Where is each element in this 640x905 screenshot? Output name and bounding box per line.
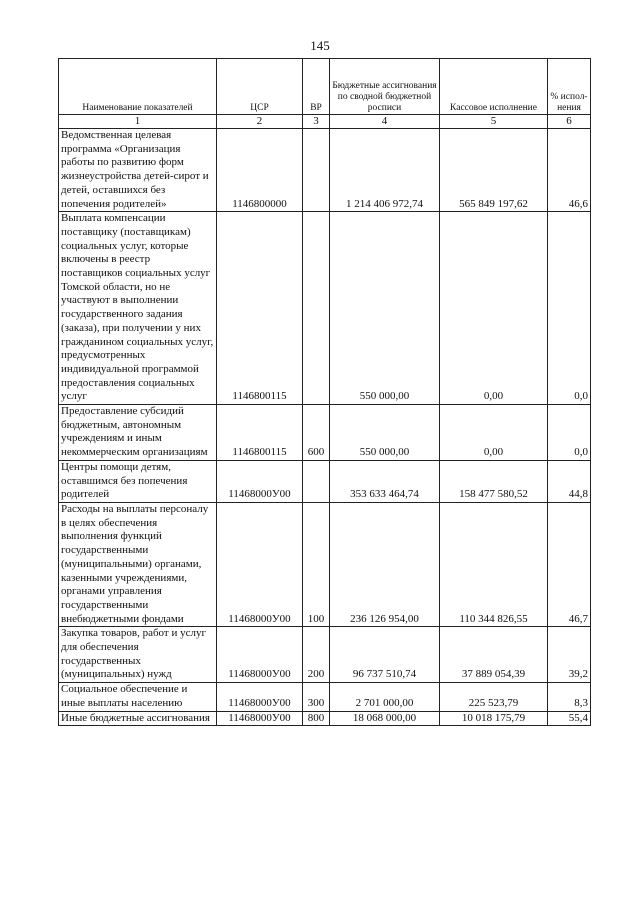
row-vr: 100 [303,502,330,626]
row-percent: 8,3 [548,683,591,711]
row-vr: 600 [303,405,330,461]
column-number-row [59,115,591,129]
row-vr: 300 [303,683,330,711]
table-row [59,212,591,405]
header-percent: % испол-нения [548,59,591,115]
row-vr: 800 [303,711,330,726]
header-vr: ВР [303,59,330,115]
table-row [59,683,591,711]
row-assigned: 353 633 464,74 [330,460,440,502]
row-csr: 11468000У00 [217,711,303,726]
row-csr: 1146800115 [217,212,303,405]
row-assigned: 96 737 510,74 [330,627,440,683]
column-number: 1 [59,115,217,129]
row-percent: 44,8 [548,460,591,502]
row-assigned: 2 701 000,00 [330,683,440,711]
row-name: Социальное обеспечение и иные выплаты населению [59,683,217,711]
row-executed: 0,00 [440,405,548,461]
row-executed: 158 477 580,52 [440,460,548,502]
row-percent: 46,6 [548,129,591,212]
table-row [59,627,591,683]
row-assigned: 550 000,00 [330,405,440,461]
row-csr: 11468000У00 [217,683,303,711]
row-executed: 0,00 [440,212,548,405]
column-number: 5 [440,115,548,129]
row-csr: 11468000У00 [217,460,303,502]
table-row [59,711,591,726]
header-csr: ЦСР [217,59,303,115]
row-name: Закупка товаров, работ и услуг для обеспечения государственных (муниципальных) нужд [59,627,217,683]
row-name: Ведомственная целевая программа «Организация работы по развитию форм жизнеустройства детей-сирот и детей, оставшихся без попечения родителей» [59,129,217,212]
row-assigned: 18 068 000,00 [330,711,440,726]
header-assigned: Бюджетные ассигнования по сводной бюджетной росписи [330,59,440,115]
column-number: 2 [217,115,303,129]
header-name: Наименование показателей [59,59,217,115]
row-name: Центры помощи детям, оставшимся без попечения родителей [59,460,217,502]
row-assigned: 550 000,00 [330,212,440,405]
row-assigned: 1 214 406 972,74 [330,129,440,212]
row-vr: 200 [303,627,330,683]
page-number: 145 [310,38,330,53]
row-percent: 0,0 [548,212,591,405]
row-csr: 11468000У00 [217,502,303,626]
row-percent: 39,2 [548,627,591,683]
header-executed: Кассовое исполнение [440,59,548,115]
row-name: Предоставление субсидий бюджетным, автономным учреждениям и иным некоммерческим организациям [59,405,217,461]
row-name: Иные бюджетные ассигнования [59,711,217,726]
row-name: Выплата компенсации поставщику (поставщикам) социальных услуг, которые включены в реестр поставщиков социальных услуг Томской области, но не участвуют в выполнении государственного задания (заказа), при получении у них гражданином социальных услуг, предусмотренных индивидуальной программой предоставления социальных услуг [59,212,217,405]
row-assigned: 236 126 954,00 [330,502,440,626]
row-vr [303,212,330,405]
row-percent: 55,4 [548,711,591,726]
row-vr [303,460,330,502]
table-row [59,405,591,461]
table-row [59,502,591,626]
row-executed: 225 523,79 [440,683,548,711]
row-executed: 110 344 826,55 [440,502,548,626]
row-csr: 1146800115 [217,405,303,461]
row-percent: 0,0 [548,405,591,461]
row-vr [303,129,330,212]
table-row [59,129,591,212]
row-executed: 565 849 197,62 [440,129,548,212]
row-csr: 1146800000 [217,129,303,212]
budget-execution-table [58,58,591,726]
column-number: 4 [330,115,440,129]
row-name: Расходы на выплаты персоналу в целях обеспечения выполнения функций государственными (муниципальными) органами, казенными учреждениями, органами управления государственными внебюджетными фондами [59,502,217,626]
column-number: 6 [548,115,591,129]
row-csr: 11468000У00 [217,627,303,683]
row-percent: 46,7 [548,502,591,626]
table-header-row [59,59,591,115]
row-executed: 10 018 175,79 [440,711,548,726]
table-row [59,460,591,502]
row-executed: 37 889 054,39 [440,627,548,683]
column-number: 3 [303,115,330,129]
